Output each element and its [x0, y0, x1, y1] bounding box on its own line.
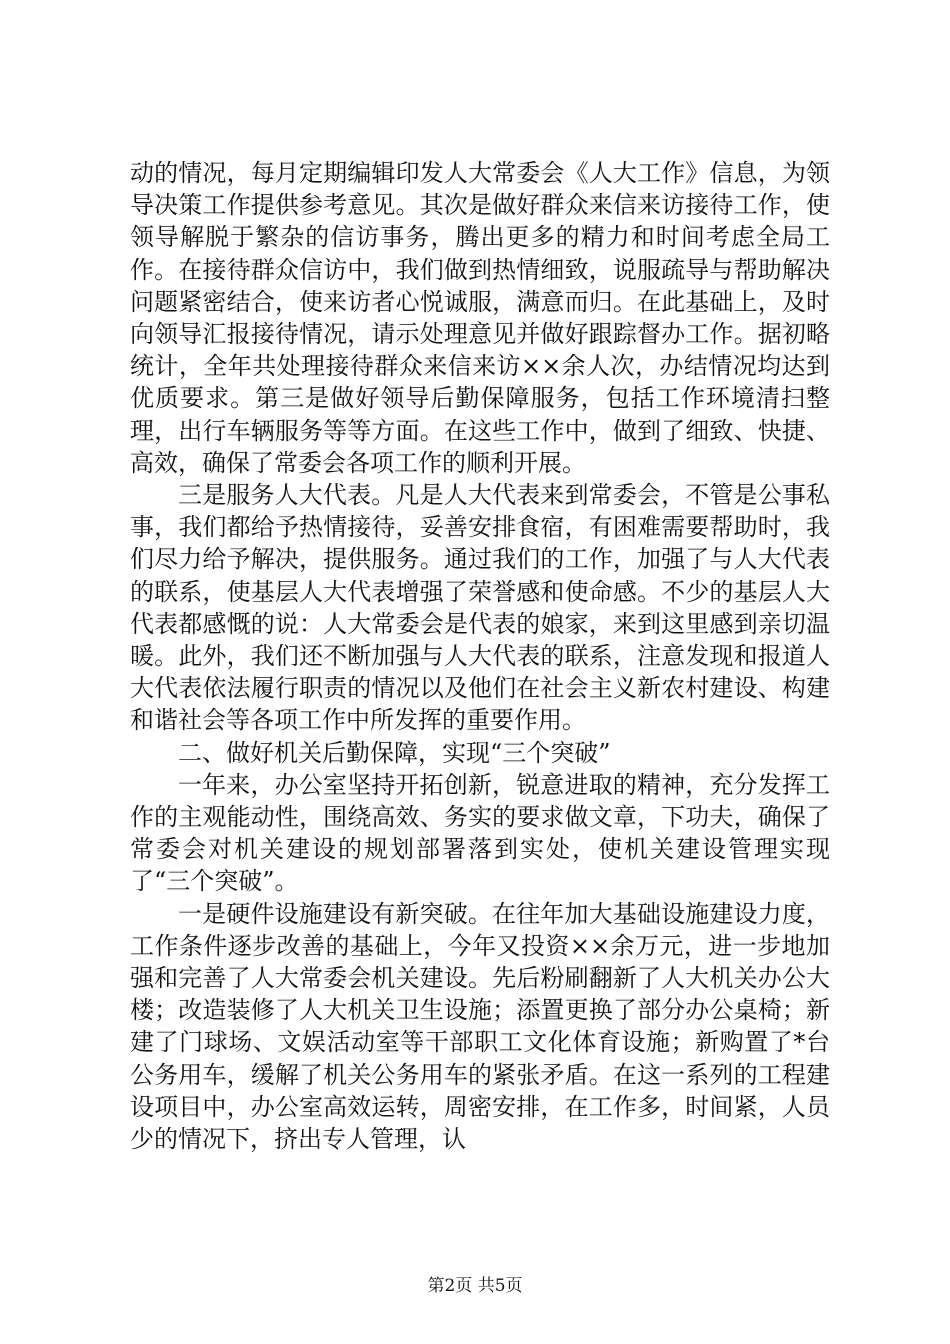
document-body: [130, 157, 830, 1155]
page-footer: 第2页 共5页: [427, 1276, 523, 1296]
paragraph-innovation: 一年来，办公室坚持开拓创新，锐意进取的精神，充分发挥工作的主观能动性，围绕高效、务实的要求做文章，下功夫，确保了常委会对机关建设的规划部署落到实处，使机关建设管理实现了“三个突破”。: [130, 770, 830, 896]
section-heading: 二、做好机关后勤保障，实现“三个突破”: [178, 738, 611, 767]
paragraph-serve-deputies: 三是服务人大代表。凡是人大代表来到常委会，不管是公事私事，我们都给予热情接待，妥善安排食宿，有困难需要帮助时，我们尽力给予解决，提供服务。通过我们的工作，加强了与人大代表的联系，使基层人大代表增强了荣誉感和使命感。不少的基层人大代表都感慨的说：人大常委会是代表的娘家，来到这里感到亲切温暖。此外，我们还不断加强与人大代表的联系，注意发现和报道人大代表依法履行职责的情况以及他们在社会主义新农村建设、构建和谐社会等各项工作中所发挥的重要作用。: [130, 481, 830, 735]
paragraph-continued: 动的情况，每月定期编辑印发人大常委会《人大工作》信息，为领导决策工作提供参考意见。其次是做好群众来信来访接待工作，使领导解脱于繁杂的信访事务，腾出更多的精力和时间考虑全局工作。在接待群众信访中，我们做到热情细致，说服疏导与帮助解决问题紧密结合，使来访者心悦诚服，满意而归。在此基础上，及时向领导汇报接待情况，请示处理意见并做好跟踪督办工作。据初略统计，全年共处理接待群众来信来访××余人次，办结情况均达到优质要求。第三是做好领导后勤保障服务，包括工作环境清扫整理，出行车辆服务等等方面。在这些工作中，做到了细致、快捷、高效，确保了常委会各项工作的顺利开展。: [130, 159, 830, 477]
paragraph-hardware: 一是硬件设施建设有新突破。在往年加大基础设施建设力度，工作条件逐步改善的基础上，今年又投资××余万元，进一步地加强和完善了人大常委会机关建设。先后粉刷翻新了人大机关办公大楼；改造装修了人大机关卫生设施；添置更换了部分办公桌椅；新建了门球场、文娱活动室等干部职工文化体育设施；新购置了*台公务用车，缓解了机关公务用车的紧张矛盾。在这一系列的工程建设项目中，办公室高效运转，周密安排，在工作多，时间紧，人员少的情况下，挤出专人管理，认: [130, 899, 830, 1154]
